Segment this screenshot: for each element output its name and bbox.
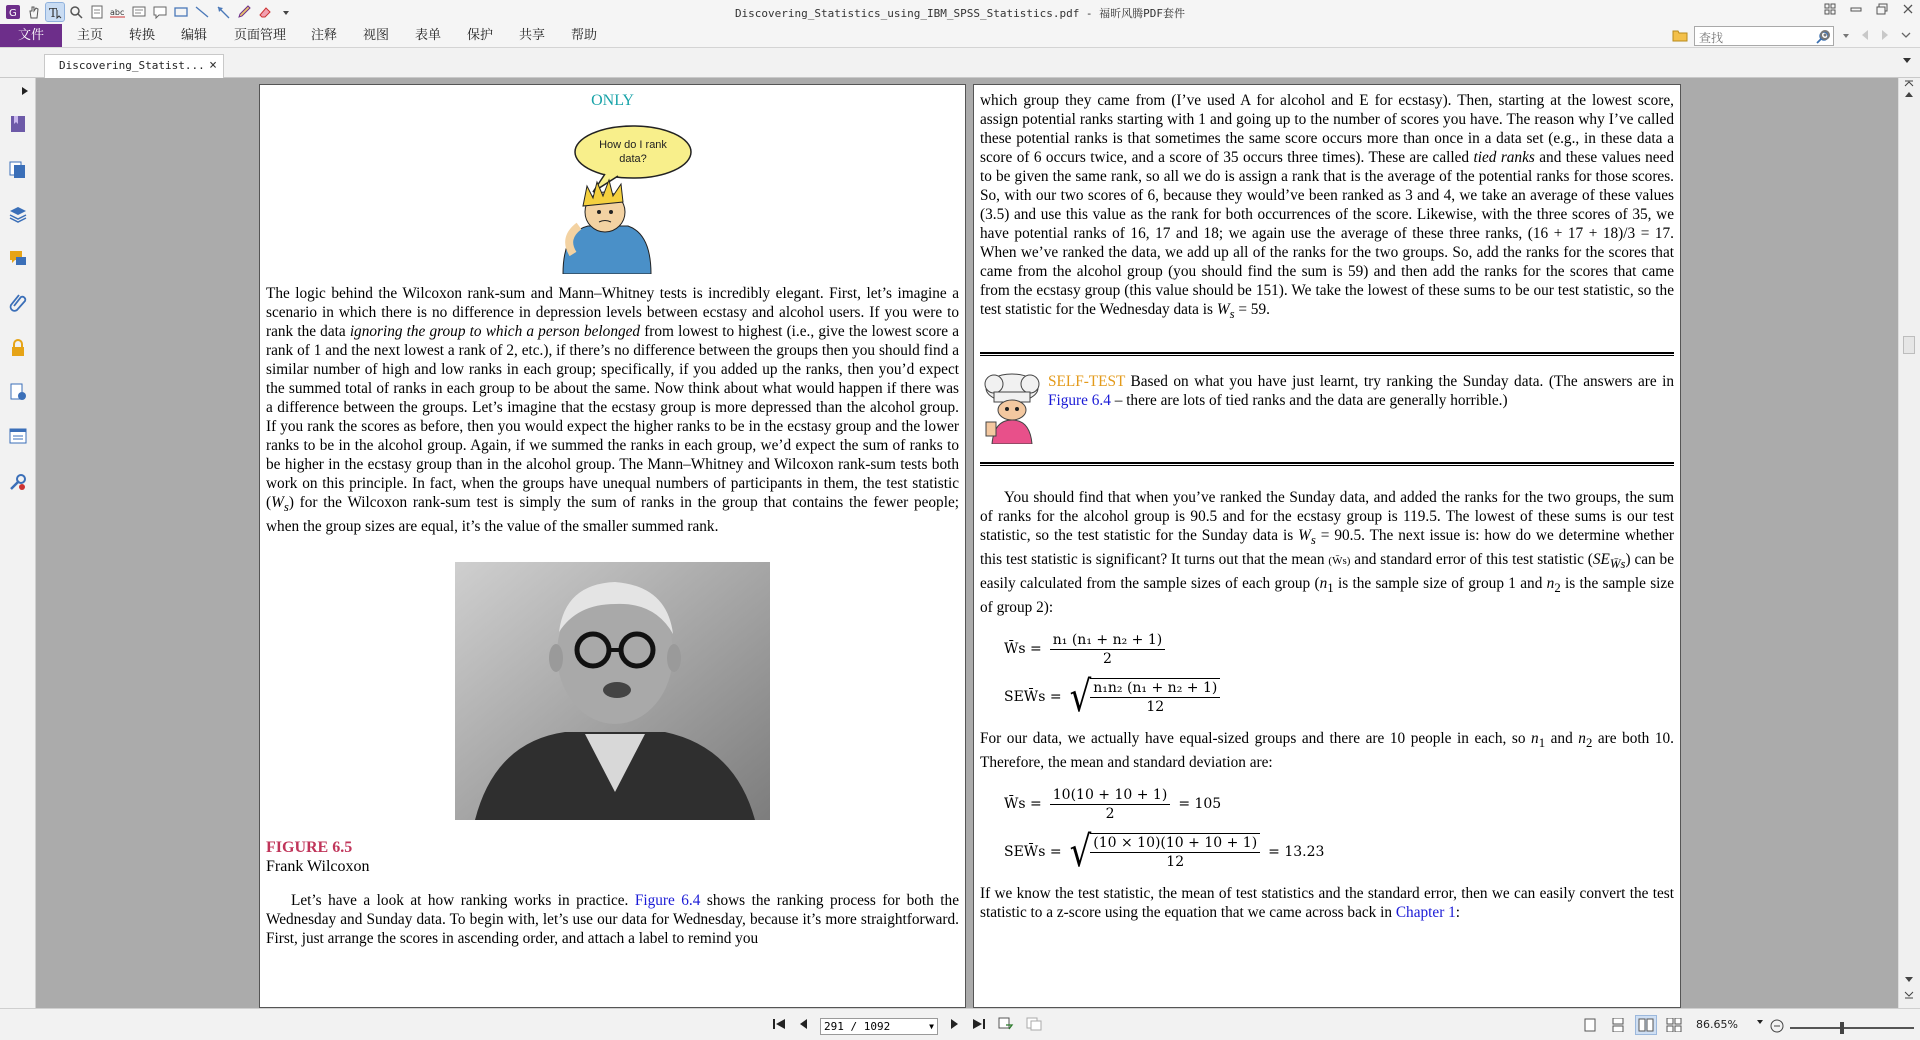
next-page-icon[interactable] (950, 1018, 960, 1034)
frank-wilcoxon-photo (455, 562, 770, 820)
previous-view-icon[interactable] (998, 1017, 1014, 1035)
cartoon-bubble-text: How do I rank (598, 139, 667, 151)
zoom-slider-thumb[interactable] (1840, 1022, 1844, 1034)
signatures-icon[interactable] (6, 380, 30, 404)
navigation-panel (0, 78, 36, 1008)
document-tab-bar (0, 48, 1920, 78)
figure-6-5 (266, 562, 959, 820)
svg-text:T: T (49, 6, 58, 19)
expand-panel-icon[interactable] (21, 86, 29, 99)
menu-home[interactable]: 主页 (76, 28, 103, 43)
paragraph-sunday-data: You should find that when you’ve ranked the Sunday data, and added the ranks for the two groups, the sum of ranks for the alcohol group is 90.5 and for the ecstasy group is 119.5. The lowest of these sums is our test statistic, so the test statistic for the Sunday data is $W_s = 90.5$. The next issue is: how do we determine whether this test statistic is significant? It turns out that the mean (W̄s) and standard error of this test statistic $(SE_{W̄s})$ can be easily calculated from the sample sizes of each group ($n_1$ is the sample size of group 1 and $n_2$ is the sample size of group 2): (980, 489, 1675, 617)
formula-mean-value: W̄s = $\frac{10(10 + 10 + 1)}{2}$ = 105 (1004, 786, 1222, 822)
paragraph-ranking-practice: Let’s have a look at how ranking works in practice. Figure 6.4 shows the ranking process for both the Wednesday and Sunday data. To begin with, let’s use our data for Wednesday, because it’s more straightforward. First, just arrange the scores in ascending order, and attach a label to remind you (266, 892, 959, 948)
back-icon[interactable] (1860, 29, 1870, 44)
paragraph-equal-groups: For our data, we actually have equal-sized groups and there are 10 people in each, so $n_1$ and $n_2$ are both 10. Therefore, the mean and standard deviation are: (980, 730, 1674, 772)
document-tab-label: Discovering_Statist... (59, 59, 205, 72)
self-test-label: SELF-TEST (1048, 373, 1126, 391)
selftest-rule-bottom (980, 462, 1674, 466)
layers-icon[interactable] (6, 202, 30, 226)
bookmarks-icon[interactable] (6, 112, 30, 136)
formula-mean-se-values (1004, 780, 1674, 876)
only-label: ONLY (591, 92, 634, 109)
window-title: Discovering_Statistics_using_IBM_SPSS_Statistics.pdf - 福昕风腾PDF套件 (734, 7, 1186, 20)
figure-caption: Frank Wilcoxon (266, 858, 370, 876)
menu-edit[interactable]: 编辑 (180, 28, 207, 43)
selftest-rule-top (980, 352, 1674, 356)
formula-se-value: SEW̄s = √ $\frac{(10 \times 10)(10 + 10 + 1)}{12}$ = 13.23 (1004, 827, 1325, 878)
zoom-level[interactable]: 86.65% (1696, 1018, 1738, 1031)
formula-se: SEW̄s = √ $\frac{\text{n₁n₂ (n₁ + n₂ + 1)}}{12}$ (1004, 673, 1674, 721)
facing-view-icon[interactable] (1636, 1016, 1656, 1034)
status-bar (0, 1008, 1920, 1040)
window-controls (1824, 3, 1914, 18)
menu-view[interactable]: 视图 (362, 28, 389, 43)
pdf-page-right (973, 84, 1681, 1008)
self-test-chef-icon (980, 372, 1044, 444)
menu-help[interactable]: 帮助 (570, 28, 597, 43)
vertical-scrollbar[interactable] (1898, 78, 1920, 1008)
menu-comment[interactable]: 注释 (310, 28, 337, 43)
pages-thumbnail-icon[interactable] (6, 158, 30, 182)
search-box[interactable] (1694, 26, 1834, 46)
figure-6-4-link[interactable]: Figure 6.4 (634, 892, 701, 910)
svg-text:data?: data? (618, 153, 647, 165)
right-tools (1818, 28, 1912, 45)
page-number-input[interactable]: 291 / 1092 ▼ (820, 1018, 938, 1035)
page-layout-modes (1580, 1016, 1684, 1034)
page-navigation (772, 1017, 1042, 1035)
tools-icon[interactable] (6, 470, 30, 494)
scroll-up-icon[interactable] (1904, 90, 1914, 101)
scrollbar-thumb[interactable] (1903, 336, 1915, 354)
svg-text:G: G (9, 8, 17, 19)
menu-form[interactable]: 表单 (414, 28, 441, 43)
menu-convert[interactable]: 转换 (128, 28, 155, 43)
self-test-box (980, 372, 1674, 444)
page-dropdown-icon[interactable]: ▼ (929, 1021, 934, 1031)
tab-list-dropdown-icon[interactable] (1902, 56, 1912, 67)
restore-layout-icon[interactable] (1824, 3, 1836, 18)
maximize-icon[interactable] (1876, 3, 1888, 18)
continuous-facing-view-icon[interactable] (1664, 1016, 1684, 1034)
attachments-icon[interactable] (6, 290, 30, 314)
paragraph-tied-ranks: which group they came from (I’ve used A for alcohol and E for ecstasy). Then, starting at the lowest score, assign potential ranks starting with 1 and going up to the number of scores you have. The reason why I’ve called these potential ranks is that sometimes the same score occurs more than once in a data set (e.g., in these data a score of 6 occurs twice, and a score of 35 occurs three times). These are called tied ranks and these values need to be given the same rank, so all we do is assign a rank that is the average of the potential ranks for those scores. So, with our two scores of 6, because they would’ve been ranked as 3 and 4, we take an average of these values (3.5) and use this value as the rank for both occurrences of the score. Likewise, with the three scores of 35, we have potential ranks of 16, 17 and 18; we again use the average of these three ranks, (16 + 17 + 18)/3 = 17. When we’ve ranked the data, we add up all of the ranks for the two groups. So, add the ranks for the scores that came from the alcohol group (you should find the sum is 59) and then add the ranks for the scores that came from the ecstasy group (this value should be 151). We take the lowest of these sums to be our test statistic, so the test statistic for the Wednesday data is $W_s = 59$. (980, 92, 1674, 322)
zoom-out-icon[interactable] (1770, 1018, 1784, 1037)
comments-panel-icon[interactable] (6, 246, 30, 270)
document-view[interactable] (36, 78, 1898, 1008)
document-tab[interactable] (44, 54, 224, 78)
menu-file[interactable]: 文件 (0, 24, 62, 47)
security-lock-icon[interactable] (6, 336, 30, 360)
figure-6-4-link-selftest[interactable]: Figure 6.4 (1048, 392, 1111, 410)
close-tab-icon[interactable]: × (209, 58, 217, 73)
menu-page-management[interactable]: 页面管理 (233, 28, 286, 43)
pdf-page-left (259, 84, 966, 1008)
scroll-down-icon[interactable] (1904, 976, 1914, 987)
settings-gear-icon[interactable] (1818, 28, 1832, 45)
folder-search-icon[interactable] (1672, 27, 1688, 46)
last-page-icon[interactable] (972, 1018, 986, 1034)
title-bar (0, 0, 1920, 24)
chapter-1-link[interactable]: Chapter 1 (1395, 904, 1456, 922)
menu-protect[interactable]: 保护 (466, 28, 493, 43)
minimize-icon[interactable] (1850, 3, 1862, 18)
zoom-slider[interactable] (1770, 1018, 1920, 1037)
continuous-view-icon[interactable] (1608, 1016, 1628, 1034)
zoom-dropdown-icon[interactable] (1756, 1018, 1764, 1029)
first-page-icon[interactable] (772, 1018, 786, 1034)
next-view-icon[interactable] (1026, 1017, 1042, 1035)
content-structure-icon[interactable] (6, 424, 30, 448)
svg-text:abc: abc (110, 8, 125, 17)
menu-share[interactable]: 共享 (518, 28, 545, 43)
paragraph-z-score: If we know the test statistic, the mean of test statistics and the standard error, then we can easily convert the test statistic to a z-score using the equation that we came across back in Chapter 1: (980, 885, 1674, 922)
formula-mean: W̄s = $\frac{\text{n₁ (n₁ + n₂ + 1)}}{2}$ (1004, 625, 1674, 673)
paragraph-logic: The logic behind the Wilcoxon rank-sum and Mann–Whitney tests is incredibly elegant. First, let’s imagine a scenario in which there is no difference in depression levels between ecstasy and alcohol users. If you were to rank the data ignoring the group to which a person belonged from lowest to highest (i.e., give the lowest score a rank of 1 and the next lowest a rank of 2, etc.), if there’s no difference between the groups then you should find a similar number of high and low ranks in each group; specifically, if you added up the ranks, then you’d expect the summed total of ranks in each group to be about the same. Now think about what would happen if there was a difference between the groups. Let’s imagine that the ecstasy group is more depressed than the alcohol group. If you rank the scores as before, then you would expect the higher ranks to be in the ecstasy group and the lower ranks to be in the alcohol group. Again, if we summed the ranks in each group, we’d expect the sum of ranks to be higher in the ecstasy group than in the alcohol group. The Mann–Whitney and Wilcoxon rank-sum tests both work on this principle. In fact, when the groups have unequal numbers of participants in them, the test statistic $(W_s)$ for the Wilcoxon rank-sum test is simply the sum of ranks in the group that contains the fewer people; when the group sizes are equal, it’s the value of the smaller summed rank. (266, 285, 959, 536)
zoom-slider-track[interactable] (1790, 1027, 1914, 1029)
self-test-text: SELF-TEST Based on what you have just learnt, try ranking the Sunday data. (The answers are in Figure 6.4 – there are lots of tied ranks and the data are generally horrible.) (1048, 373, 1674, 410)
previous-page-icon[interactable] (798, 1018, 808, 1034)
close-window-icon[interactable] (1902, 3, 1914, 18)
formula-mean-se-general (1004, 625, 1674, 721)
single-page-view-icon[interactable] (1580, 1016, 1600, 1034)
figure-title: FIGURE 6.5 (266, 839, 353, 857)
ribbon-collapse-icon[interactable] (1900, 29, 1912, 44)
confused-student-cartoon (533, 114, 693, 274)
forward-icon[interactable] (1880, 29, 1890, 44)
search-area (1672, 26, 1834, 46)
search-input[interactable] (1695, 29, 1805, 47)
scroll-to-bottom-icon[interactable] (1904, 990, 1914, 1003)
settings-dropdown-icon[interactable] (1842, 30, 1850, 44)
menu-bar (0, 24, 1920, 48)
